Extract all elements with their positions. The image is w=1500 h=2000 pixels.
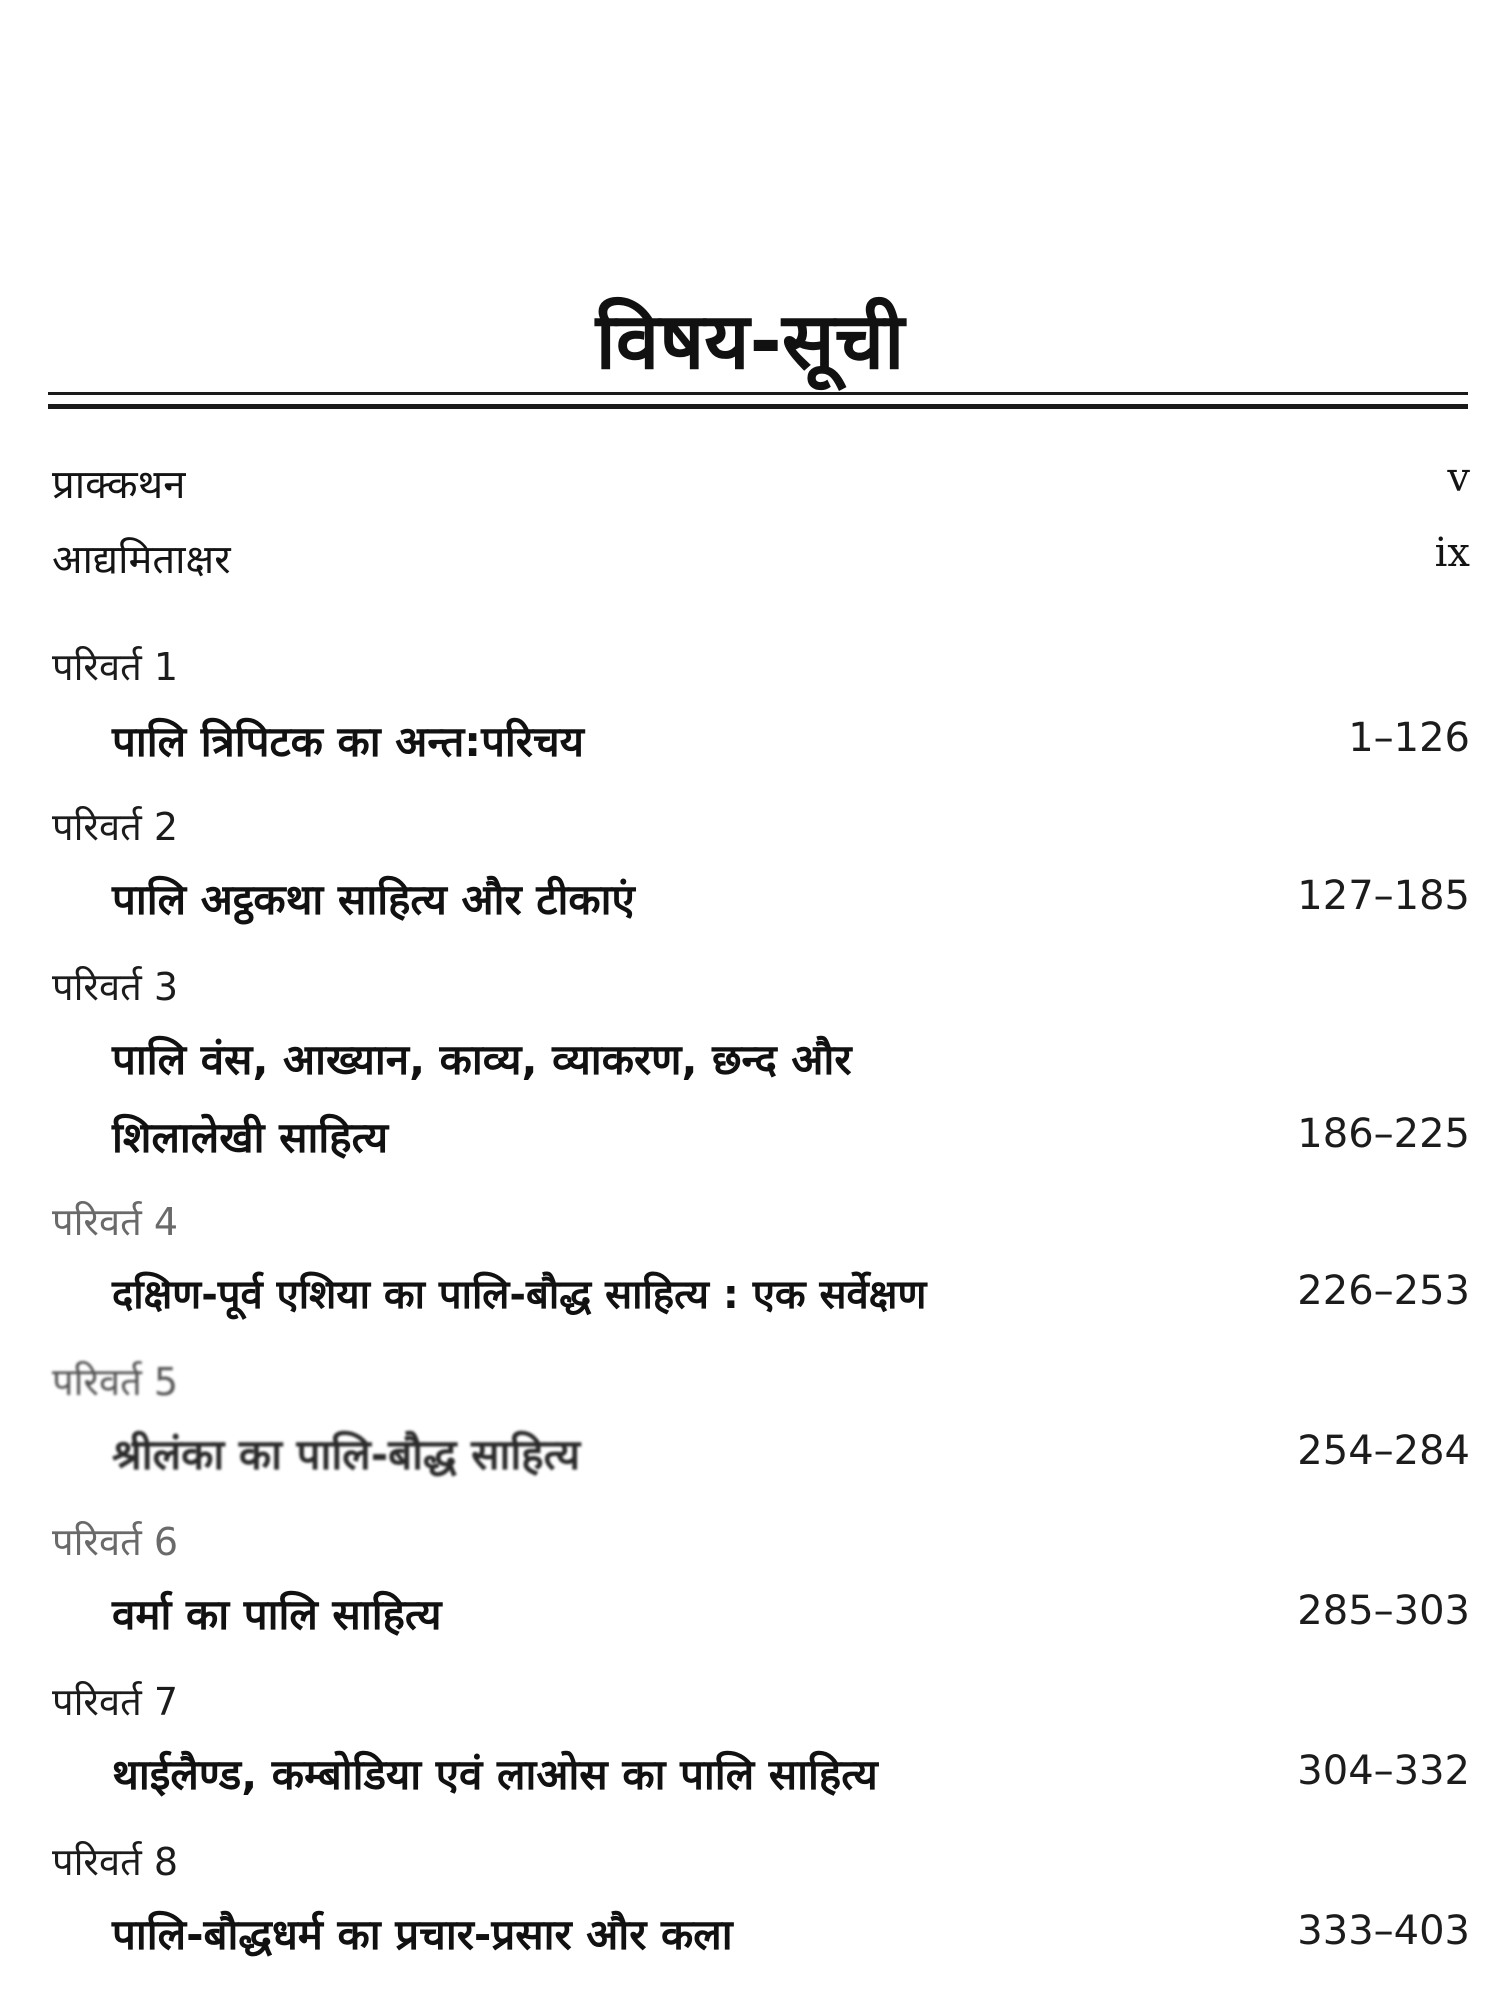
- chapter-label: परिवर्त 3: [52, 965, 179, 1009]
- chapter-title: वर्मा का पालि साहित्य: [112, 1590, 442, 1639]
- chapter-label: परिवर्त 2: [52, 805, 179, 849]
- front-matter-page: ix: [1434, 530, 1470, 576]
- chapter-label: परिवर्त 8: [52, 1840, 179, 1884]
- front-matter-page: v: [1447, 455, 1470, 501]
- chapter-pages: 226–253: [1297, 1268, 1470, 1314]
- chapter-label: परिवर्त 6: [52, 1520, 179, 1564]
- front-matter-label: प्राक्कथन: [52, 462, 186, 508]
- chapter-label: परिवर्त 5: [52, 1360, 179, 1404]
- chapter-title: पालि अट्ठकथा साहित्य और टीकाएं: [112, 875, 635, 924]
- chapter-label: परिवर्त 1: [52, 645, 179, 689]
- chapter-pages: 127–185: [1297, 873, 1470, 919]
- chapter-pages: 333–403: [1297, 1908, 1470, 1954]
- chapter-label: परिवर्त 4: [52, 1200, 179, 1244]
- chapter-title: पालि वंस, आख्यान, काव्य, व्याकरण, छन्द और: [112, 1035, 852, 1084]
- chapter-title: श्रीलंका का पालि-बौद्ध साहित्य: [112, 1430, 581, 1479]
- chapter-pages: 186–225: [1297, 1111, 1470, 1157]
- chapter-label: परिवर्त 7: [52, 1680, 179, 1724]
- chapter-pages: 254–284: [1297, 1428, 1470, 1474]
- front-matter-label: आद्यमिताक्षर: [52, 537, 231, 583]
- chapter-pages: 1–126: [1348, 715, 1470, 761]
- chapter-title: दक्षिण-पूर्व एशिया का पालि-बौद्ध साहित्य : एक सर्वेक्षण: [112, 1272, 927, 1318]
- chapter-pages: 285–303: [1297, 1588, 1470, 1634]
- chapter-title-continued: शिलालेखी साहित्य: [112, 1113, 389, 1162]
- title-rule-thin: [48, 392, 1468, 395]
- chapter-pages: 304–332: [1297, 1748, 1470, 1794]
- chapter-title: थाईलैण्ड, कम्बोडिया एवं लाओस का पालि साहित्य: [112, 1750, 878, 1799]
- chapter-title: पालि त्रिपिटक का अन्त:परिचय: [112, 717, 585, 766]
- title-rule-thick: [48, 404, 1468, 409]
- chapter-title: पालि-बौद्धधर्म का प्रचार-प्रसार और कला: [112, 1910, 733, 1959]
- page-title: विषय-सूची: [595, 297, 905, 387]
